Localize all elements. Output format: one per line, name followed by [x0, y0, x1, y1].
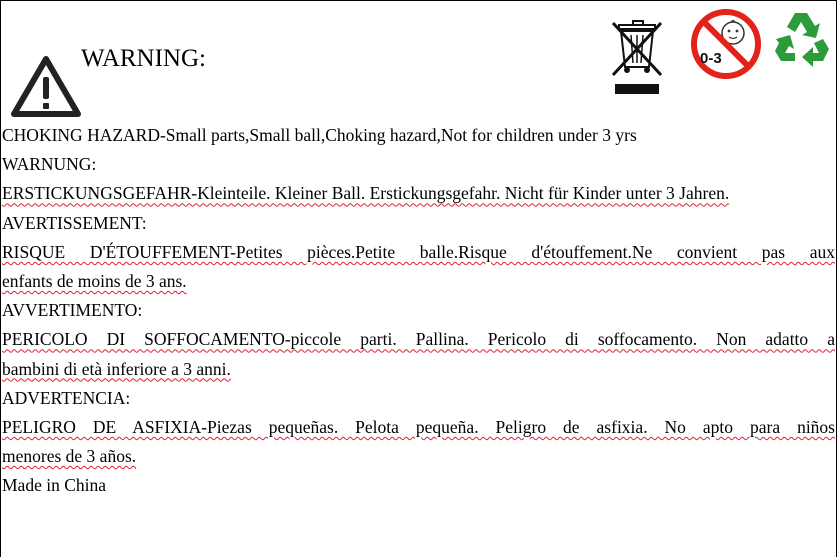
french-warning-line1: RISQUE D'ÉTOUFFEMENT-Petites pièces.Petite balle.Risque d'étouffement.Ne convient pas aux [2, 241, 835, 262]
origin-text: Made in China [2, 475, 107, 496]
italian-heading: AVVERTIMENTO: [2, 300, 143, 321]
italian-warning-line2: bambini di età inferiore a 3 anni. [2, 358, 231, 379]
spanish-warning-line2: menores de 3 años. [2, 446, 137, 467]
warning-text [2, 121, 835, 501]
spanish-heading: ADVERTENCIA: [2, 387, 131, 408]
recycle-icon [773, 9, 833, 71]
german-warning: ERSTICKUNGSGEFAHR-Kleinteile. Kleiner Ball. Erstickungsgefahr. Nicht für Kinder unter 3 Jahren. [2, 183, 730, 204]
italian-warning-line1: PERICOLO DI SOFFOCAMENTO-piccole parti. Pallina. Pericolo di soffocamento. Non adatto a [2, 329, 835, 350]
warning-triangle-icon [9, 53, 83, 119]
page-title: WARNING: [81, 45, 206, 72]
spanish-warning-line1: PELIGRO DE ASFIXIA-Piezas pequeñas. Pelota pequeña. Peligro de asfixia. No apto para niños [2, 417, 835, 438]
crossed-out-wheelie-bin-icon [609, 19, 665, 97]
french-heading: AVERTISSEMENT: [2, 212, 147, 233]
french-warning-line2: enfants de moins de 3 ans. [2, 271, 187, 292]
age-label: 0-3 [700, 50, 722, 67]
english-warning: CHOKING HAZARD-Small parts,Small ball,Choking hazard,Not for children under 3 yrs [2, 125, 637, 145]
german-heading: WARNUNG: [2, 154, 97, 175]
not-for-under-3-icon [689, 7, 763, 81]
